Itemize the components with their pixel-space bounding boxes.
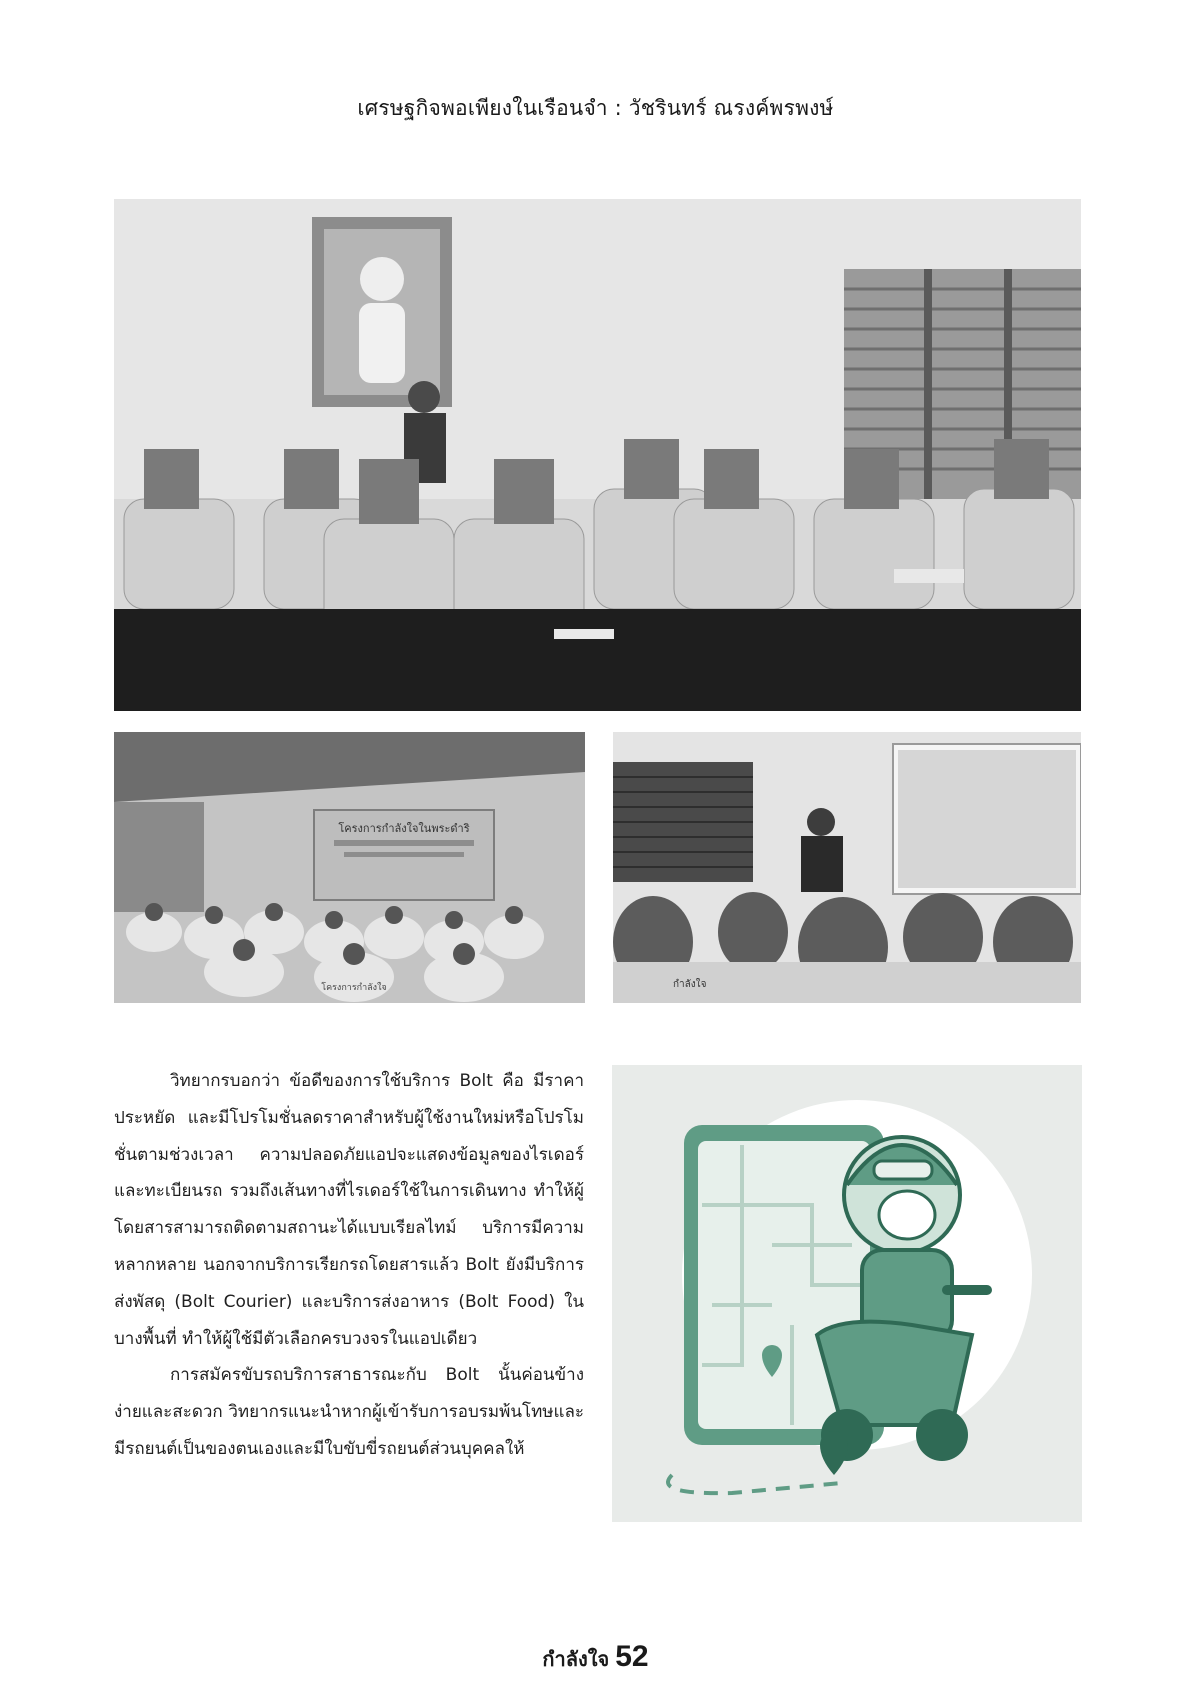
illustration-rider-scooter xyxy=(612,1065,1082,1522)
article-body xyxy=(114,1063,584,1468)
photo-classroom-training xyxy=(114,199,1081,711)
photo-presenter-screen xyxy=(613,732,1081,1003)
running-header: เศรษฐกิจพอเพียงในเรือนจำ : วัชรินทร์ ณรงค์พรพงษ์ xyxy=(357,96,834,120)
photo-hall-banner xyxy=(114,732,585,1003)
page-number: 52 xyxy=(615,1640,649,1673)
paragraph: การสมัครขับรถบริการสาธารณะกับ Bolt นั้นค่อนข้างง่ายและสะดวก วิทยากรแนะนำหากผู้เข้ารับการอบรมพ้นโทษและมีรถยนต์เป็นของตนเองและมีใบขับขี่รถยนต์ส่วนบุคคลให้ xyxy=(114,1365,584,1459)
banner-text: โครงการกำลังใจในพระดำริ xyxy=(338,822,470,835)
shirt-print: กำลังใจ xyxy=(673,979,707,990)
page-footer xyxy=(0,1640,1191,1675)
shirt-print: โครงการกำลังใจ xyxy=(321,983,387,993)
magazine-name: กำลังใจ xyxy=(542,1647,610,1671)
paragraph: วิทยากรบอกว่า ข้อดีของการใช้บริการ Bolt คือ มีราคาประหยัด และมีโปรโมชั่นลดราคาสำหรับผู้ใช้งานใหม่หรือโปรโมชั่นตามช่วงเวลา ความปลอดภัยแอปจะแสดงข้อมูลของไรเดอร์และทะเบียนรถ รวมถึงเส้นทางที่ไรเดอร์ใช้ในการเดินทาง ทำให้ผู้โดยสารสามารถติดตามสถานะได้แบบเรียลไทม์ บริการมีความหลากหลาย นอกจากบริการเรียกรถโดยสารแล้ว Bolt ยังมีบริการส่งพัสดุ (Bolt Courier) และบริการส่งอาหาร (Bolt Food) ในบางพื้นที่ ทำให้ผู้ใช้มีตัวเลือกครบวงจรในแอปเดียว xyxy=(114,1071,584,1349)
